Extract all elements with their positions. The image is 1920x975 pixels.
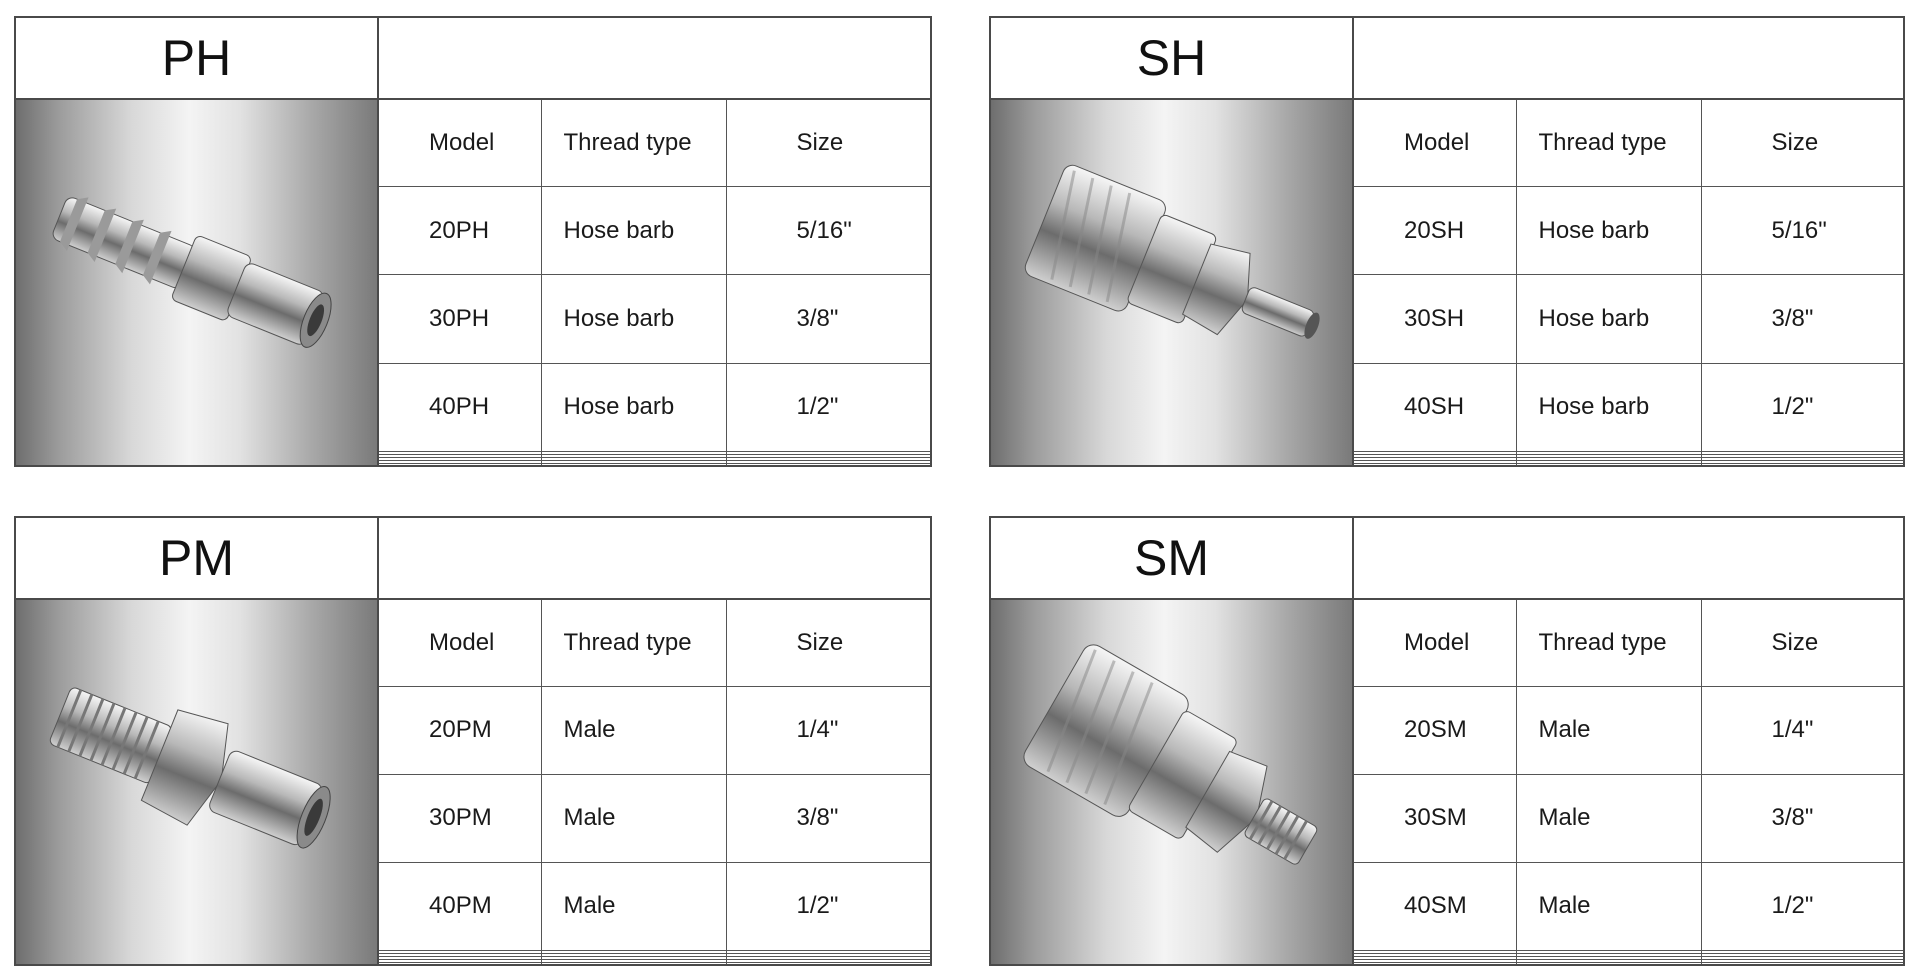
cell-size: 1/2" (1701, 862, 1903, 950)
table-row (379, 862, 930, 950)
cell-thread: Male (1516, 862, 1701, 950)
empty-cell (541, 962, 726, 964)
empty-row (379, 962, 930, 964)
cell-model: 30SM (1354, 774, 1516, 862)
cell-thread: Male (541, 862, 726, 950)
cell-model: 20PM (379, 686, 541, 774)
cell-thread: Male (1516, 686, 1701, 774)
col-header-model: Model (1354, 100, 1516, 187)
col-header-thread: Thread type (541, 600, 726, 686)
table-row (1354, 862, 1903, 950)
cell-thread: Hose barb (541, 275, 726, 363)
spec-table (379, 100, 930, 465)
table-row (379, 686, 930, 774)
cell-model: 40SM (1354, 862, 1516, 950)
table-row (1354, 774, 1903, 862)
empty-cell (726, 463, 930, 465)
empty-cell (1701, 463, 1903, 465)
empty-cell (379, 463, 541, 465)
header-blank (379, 18, 930, 100)
cell-thread: Hose barb (1516, 363, 1701, 451)
table-row (379, 363, 930, 451)
card-title: PH (16, 18, 379, 100)
spec-table (1354, 100, 1903, 465)
card-sm (989, 516, 1905, 966)
col-header-size: Size (1701, 600, 1903, 686)
table-header-row (379, 600, 930, 686)
col-header-size: Size (1701, 100, 1903, 187)
cell-thread: Male (1516, 774, 1701, 862)
product-photo (991, 100, 1354, 465)
cell-model: 30PM (379, 774, 541, 862)
table-row (379, 275, 930, 363)
table-header-row (1354, 100, 1903, 187)
cell-model: 40PM (379, 862, 541, 950)
cell-size: 3/8" (726, 774, 930, 862)
empty-cell (1354, 962, 1516, 964)
cell-size: 1/2" (726, 363, 930, 451)
empty-cell (541, 463, 726, 465)
empty-row (1354, 463, 1903, 465)
table-row (1354, 275, 1903, 363)
card-title: SM (991, 518, 1354, 600)
cell-model: 40PH (379, 363, 541, 451)
card-title: PM (16, 518, 379, 600)
cell-size: 3/8" (1701, 774, 1903, 862)
col-header-thread: Thread type (1516, 600, 1701, 686)
col-header-thread: Thread type (1516, 100, 1701, 187)
header-blank (379, 518, 930, 600)
col-header-size: Size (726, 600, 930, 686)
cell-size: 1/2" (726, 862, 930, 950)
empty-cell (726, 962, 930, 964)
col-header-model: Model (1354, 600, 1516, 686)
card-pm (14, 516, 932, 966)
cell-model: 30SH (1354, 275, 1516, 363)
table-header-row (379, 100, 930, 187)
empty-cell (1516, 962, 1701, 964)
product-photo (16, 100, 379, 465)
cell-thread: Hose barb (541, 363, 726, 451)
col-header-model: Model (379, 100, 541, 187)
cell-size: 5/16" (726, 187, 930, 275)
col-header-model: Model (379, 600, 541, 686)
spec-table (1354, 600, 1903, 964)
cell-size: 5/16" (1701, 187, 1903, 275)
cell-model: 20PH (379, 187, 541, 275)
table-row (379, 187, 930, 275)
cell-thread: Hose barb (1516, 187, 1701, 275)
male-thread-plug-icon (16, 600, 377, 964)
empty-cell (379, 962, 541, 964)
empty-cell (1354, 463, 1516, 465)
cell-model: 30PH (379, 275, 541, 363)
empty-cell (1516, 463, 1701, 465)
card-sh (989, 16, 1905, 467)
table-row (1354, 363, 1903, 451)
card-title: SH (991, 18, 1354, 100)
col-header-thread: Thread type (541, 100, 726, 187)
cell-thread: Male (541, 686, 726, 774)
header-blank (1354, 18, 1903, 100)
cell-size: 1/2" (1701, 363, 1903, 451)
header-blank (1354, 518, 1903, 600)
cell-size: 1/4" (726, 686, 930, 774)
cell-size: 3/8" (726, 275, 930, 363)
card-ph (14, 16, 932, 467)
cell-thread: Male (541, 774, 726, 862)
empty-row (379, 463, 930, 465)
col-header-size: Size (726, 100, 930, 187)
cell-model: 20SH (1354, 187, 1516, 275)
product-photo (16, 600, 379, 964)
table-header-row (1354, 600, 1903, 686)
product-photo (991, 600, 1354, 964)
cell-model: 40SH (1354, 363, 1516, 451)
cell-thread: Hose barb (1516, 275, 1701, 363)
cell-thread: Hose barb (541, 187, 726, 275)
table-row (1354, 686, 1903, 774)
table-row (379, 774, 930, 862)
male-thread-socket-icon (991, 600, 1352, 964)
cell-size: 3/8" (1701, 275, 1903, 363)
empty-cell (1701, 962, 1903, 964)
cell-size: 1/4" (1701, 686, 1903, 774)
spec-table (379, 600, 930, 964)
empty-row (1354, 962, 1903, 964)
cell-model: 20SM (1354, 686, 1516, 774)
hose-barb-plug-icon (16, 100, 377, 465)
table-row (1354, 187, 1903, 275)
hose-barb-socket-icon (991, 100, 1352, 465)
